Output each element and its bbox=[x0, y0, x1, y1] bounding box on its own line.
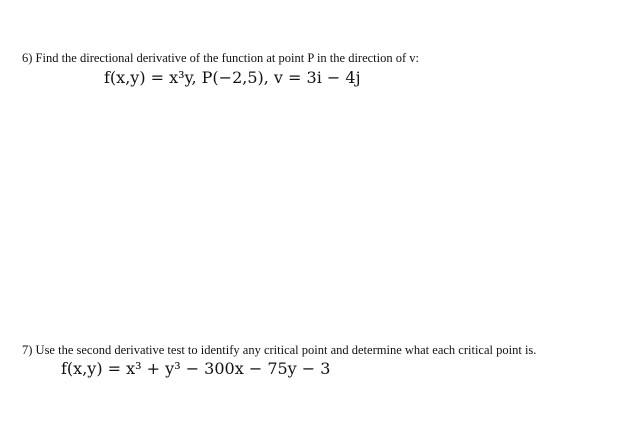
problem-7-formula: f(x,y) = x³ + y³ − 300x − 75y − 3 bbox=[61, 359, 331, 378]
problem-6-prompt: 6) Find the directional derivative of the function at point P in the direction of v: bbox=[22, 51, 420, 65]
problem-7-prompt: 7) Use the second derivative test to identify any critical point and determine what each critical point is. bbox=[22, 343, 537, 357]
problem-6-formula: f(x,y) = x³y, P(−2,5), v = 3i − 4j bbox=[104, 68, 361, 87]
